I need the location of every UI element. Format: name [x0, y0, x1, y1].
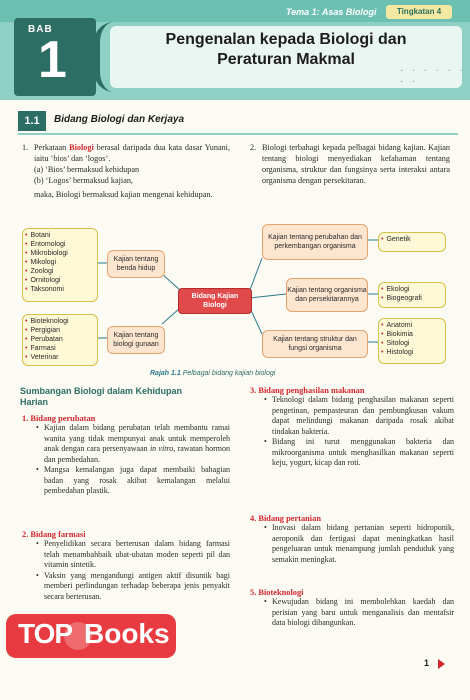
- form-badge: Tingkatan 4: [386, 5, 452, 19]
- page-number: 1: [424, 658, 430, 668]
- intro-paragraph-1: 1. Perkataan Biologi berasal daripada dua kata dasar Yunani, iaitu ‘bios’ dan ‘logos’. (a) ‘Bios’ bermaksud kehidupan (b) ‘Logos’ bermaksud kajian, maka, Biologi bermaksud kajian mengenai kehidupan.: [22, 143, 230, 199]
- list-persekitaran: [378, 282, 446, 308]
- section-number: 1.1: [18, 111, 46, 131]
- chapter-number: 1: [38, 31, 67, 89]
- topbooks-logo: [6, 600, 176, 662]
- figure-caption: Rajah 1.1 Pelbagai bidang kajian biologi: [150, 370, 276, 377]
- perubatan-bullet-1: • Kajian dalam bidang perubatan telah membantu ramai wanita yang tidak mempunyai anak untuk memperoleh anak dengan cara persenyawaan in vitro, rawatan hormon dan pembedahan.: [22, 423, 230, 465]
- diagram-list-item: • Ornitologi: [33, 276, 97, 285]
- contrib-heading: Sumbangan Biologi dalam Kehidupan Harian: [20, 386, 183, 407]
- contrib-makanan: 3. Bidang penghasilan makanan • Teknologi dalam bidang penghasilan makanan seperti pengetinan, pempasteuran dan pembungkusan vakum dapat melindungi makanan daripada rosak akibat tindakan bakteria. • Bidang ini turut menggunakan bakteria dan mikroorganisma untuk menghasilkan makanan seperti keju, yogurt, kicap dan roti.: [250, 386, 454, 469]
- perubatan-bullet-2: • Mangsa kemalangan juga dapat membaiki bahagian badan yang rosak akibat kemalangan melalui pembedahan plastik.: [22, 465, 230, 497]
- bab-label: BAB: [28, 24, 53, 35]
- intro-item-a: (a) ‘Bios’ bermaksud kehidupan: [34, 165, 140, 174]
- section-title: Bidang Biologi dan Kerjaya: [54, 114, 185, 125]
- decor-dots: · · · · · · · ·: [400, 66, 466, 88]
- diagram-list-item: • Zoologi: [33, 267, 97, 276]
- diagram-list-item: • Veterinar: [33, 353, 97, 362]
- diagram-list-item: • Biokimia: [389, 330, 445, 339]
- intro-paragraph-2: 2. Biologi terbahagi kepada pelbagai bidang kajian. Kajian tentang biologi menyediakan kefahaman tentang organisma, struktur dan fungsinya serta interaksi antara organisma dengan persekitaran.: [250, 143, 450, 185]
- farmasi-bullet-2: • Vaksin yang mengandungi antigen aktif disuntik bagi memberi perlindungan terhadap beberapa jenis penyakit secara berterusan.: [22, 571, 230, 603]
- diagram-list-item: • Mikologi: [33, 258, 97, 267]
- makanan-bullet-2: • Bidang ini turut menggunakan bakteria dan mikroorganisma untuk menghasilkan makanan seperti keju, yogurt, kicap dan roti.: [250, 437, 454, 469]
- contrib-pertanian: 4. Bidang pertanian • Inovasi dalam bidang pertanian seperti hidroponik, aeroponik dan fertigasi dapat meningkatkan hasil pengeluaran untuk menampung jumlah penduduk yang semakin meningkat.: [250, 514, 454, 565]
- bioteknologi-bullet-1: • Kewujudan bidang ini membolehkan kaedah dan perisian yang baru untuk menganalisis dan mentafsir data biologi dibangunkan.: [250, 597, 454, 629]
- list-struktur: [378, 318, 446, 364]
- connector-right-mid: [250, 294, 286, 298]
- farmasi-bullet-1: • Penyelidikan secara berterusan dalam bidang farmasi telah menambahbaik ubat-ubatan moden seperti pil dan vitamin sintetik.: [22, 539, 230, 571]
- logo-text-books: Books: [84, 618, 170, 649]
- diagram-list-item: • Biogeografi: [389, 294, 445, 303]
- connector-left-top: [162, 274, 180, 290]
- chapter-title: Pengenalan kepada Biologi dan Peraturan Makmal: [165, 31, 407, 68]
- intro-tail: maka, Biologi bermaksud kajian mengenai kehidupan.: [34, 190, 213, 199]
- diagram-list-item: • Pergigian: [33, 326, 97, 335]
- diagram-list-item: • Sitologi: [389, 339, 445, 348]
- diagram-list-item: • Genetik: [389, 235, 445, 244]
- diagram-list-item: • Mikrobiologi: [33, 249, 97, 258]
- box-biologi-gunaan: Kajian tentang biologi gunaan: [107, 326, 165, 354]
- page-arrow-icon: [438, 659, 445, 669]
- list-biologi-gunaan: [22, 314, 98, 366]
- contrib-perubatan: 1. Bidang perubatan • Kajian dalam bidang perubatan telah membantu ramai wanita yang tidak mempunyai anak untuk memperoleh anak dengan cara persenyawaan in vitro, rawatan hormon dan pembedahan. • Mangsa kemalangan juga dapat membaiki bahagian badan yang rosak akibat kemalangan melalui pembedahan plastik.: [22, 414, 230, 497]
- box-struktur: Kajian tentang struktur dan fungsi organisma: [262, 330, 368, 358]
- diagram-list-item: • Anatomi: [389, 321, 445, 330]
- diagram-list-item: • Histologi: [389, 348, 445, 357]
- connector-right-bottom: [250, 308, 262, 334]
- box-persekitaran: Kajian tentang organisma dan persekitarannya: [286, 278, 368, 312]
- diagram-list-item: • Farmasi: [33, 344, 97, 353]
- logo-text-top: TOP: [18, 618, 73, 649]
- topic-label: Tema 1: Asas Biologi: [286, 7, 377, 17]
- diagram-list-item: • Entomologi: [33, 240, 97, 249]
- box-perubahan: Kajian tentang perubahan dan perkembangan organisma: [262, 224, 368, 260]
- center-node: Bidang Kajian Biologi: [178, 288, 252, 314]
- list-benda-hidup: [22, 228, 98, 302]
- diagram-list-item: • Ekologi: [389, 285, 445, 294]
- diagram-list-item: • Perubatan: [33, 335, 97, 344]
- contrib-bioteknologi: 5. Bioteknologi • Kewujudan bidang ini membolehkan kaedah dan perisian yang baru untuk menganalisis dan mentafsir data biologi dibangunkan.: [250, 588, 454, 629]
- contrib-farmasi: 2. Bidang farmasi • Penyelidikan secara berterusan dalam bidang farmasi telah menambahbaik ubat-ubatan moden seperti pil dan vitamin sintetik. • Vaksin yang mengandungi antigen aktif disuntik bagi memberi perlindungan terhadap beberapa jenis penyakit secara berterusan.: [22, 530, 230, 602]
- diagram-list-item: • Botani: [33, 231, 97, 240]
- intro-item-b: (b) ‘Logos’ bermaksud kajian,: [34, 176, 133, 185]
- list-perubahan: [378, 232, 446, 252]
- diagram-list-item: • Bioteknologi: [33, 317, 97, 326]
- makanan-bullet-1: • Teknologi dalam bidang penghasilan makanan seperti pengetinan, pempasteuran dan pembungkusan vakum dapat melindungi makanan daripada rosak akibat tindakan bakteria.: [250, 395, 454, 437]
- diagram-list-item: • Taksonomi: [33, 285, 97, 294]
- connector-right-top: [250, 258, 262, 290]
- box-benda-hidup: Kajian tentang benda hidup: [107, 250, 165, 278]
- pertanian-bullet-1: • Inovasi dalam bidang pertanian seperti hidroponik, aeroponik dan fertigasi dapat meningkatkan hasil pengeluaran untuk menampung jumlah penduduk yang semakin meningkat.: [250, 523, 454, 565]
